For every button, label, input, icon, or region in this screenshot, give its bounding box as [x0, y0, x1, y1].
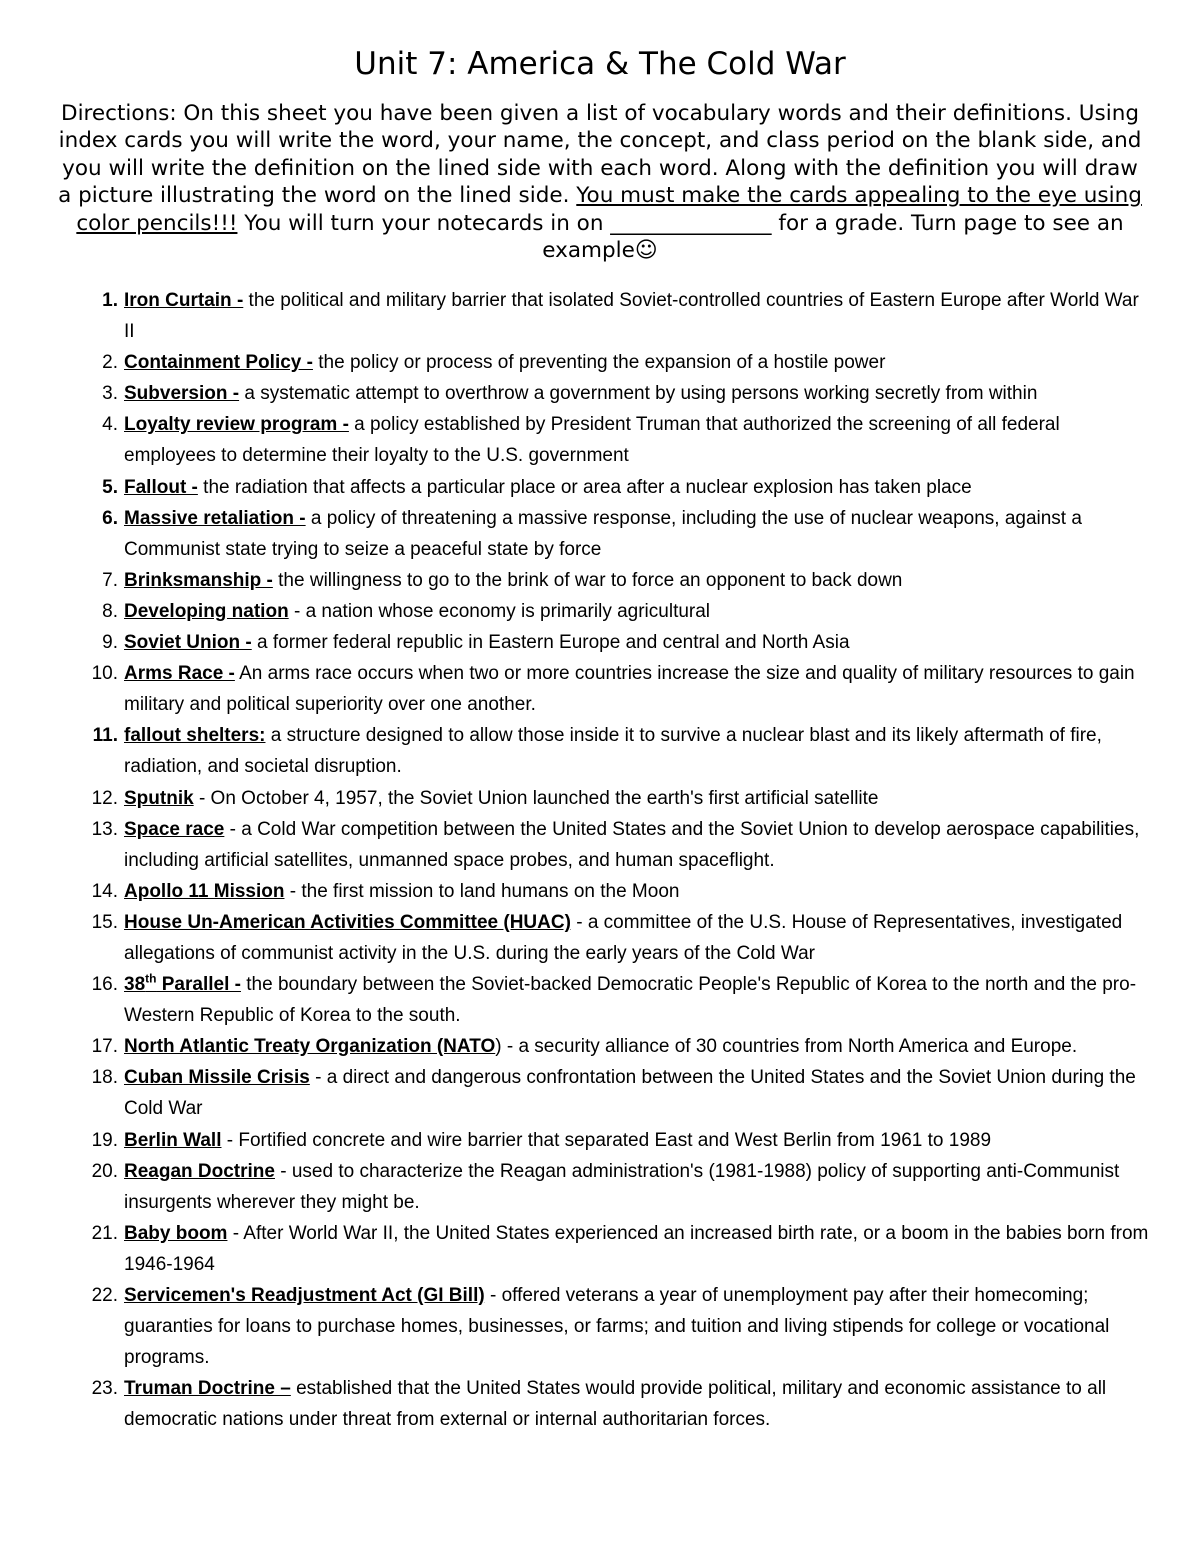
vocab-term — [124, 1285, 485, 1306]
vocab-item — [0, 565, 1200, 596]
directions-text: Directions: On this sheet you have been given a list of vocabulary words and their definitions. Using index cards you will write the word, your name, the concept, and class period on the blank side, and you will write the definition on the lined side with each word. Along with the definition you will draw a picture illustrating the word on the lined side. — [58, 101, 1142, 209]
vocab-term — [124, 352, 313, 373]
vocab-definition: established that the United States would provide political, military and economic assistance to all democratic nations under threat from external or internal authoritarian forces. — [124, 1378, 1107, 1431]
vocab-number: 6. — [102, 507, 118, 529]
vocab-definition: the willingness to go to the brink of war to force an opponent to back down — [272, 569, 903, 591]
vocab-term — [124, 971, 241, 996]
vocab-item — [0, 720, 1200, 782]
vocab-item — [0, 1062, 1200, 1124]
vocab-term — [124, 881, 284, 902]
vocab-item — [0, 658, 1200, 720]
vocab-number: 22. — [91, 1285, 118, 1306]
vocab-term — [124, 1130, 221, 1151]
vocab-number: 21. — [91, 1222, 118, 1244]
vocab-term — [124, 570, 273, 591]
vocab-term-text: Apollo 11 Mission — [124, 880, 285, 902]
vocab-term-text: Baby boom — [124, 1222, 228, 1244]
vocab-definition: An arms race occurs when two or more countries increase the size and quality of military resources to gain military and political superiority over one another. — [124, 663, 1135, 716]
vocab-number: 13. — [91, 818, 118, 840]
vocab-term — [124, 819, 224, 840]
vocab-term — [124, 414, 349, 435]
vocab-number: 23. — [91, 1378, 118, 1400]
vocab-definition: - Fortified concrete and wire barrier that separated East and West Berlin from 1961 to 1989 — [221, 1129, 992, 1151]
vocab-definition: - After World War II, the United States experienced an increased birth rate, or a boom in the babies born from 1946-1964 — [124, 1222, 1149, 1275]
smiley-icon: ☺ — [634, 238, 658, 264]
vocab-definition: - used to characterize the Reagan administration's (1981-1988) policy of supporting anti-Communist insurgents wherever they might be. — [124, 1160, 1120, 1213]
vocab-item — [0, 596, 1200, 627]
vocab-number: 14. — [91, 880, 118, 902]
vocab-term-text: Sputnik — [124, 787, 194, 809]
vocab-item — [0, 1031, 1200, 1062]
vocab-term-text: Space race — [124, 818, 225, 840]
vocab-term — [124, 725, 265, 746]
vocab-definition: a systematic attempt to overthrow a government by using persons working secretly from within — [239, 383, 1038, 405]
vocab-number: 17. — [91, 1036, 118, 1058]
vocab-number: 5. — [102, 476, 118, 498]
vocab-term-text-rest: Parallel - — [156, 974, 241, 996]
page-title: Unit 7: America & The Cold War — [354, 46, 846, 82]
vocab-term-text: Iron Curtain - — [124, 290, 244, 311]
vocab-definition: - offered veterans a year of unemployment pay after their homecoming; guaranties for loans to purchase homes, businesses, or farms; and tuition and living stipends for college or vocational programs. — [124, 1285, 1110, 1369]
vocab-term-text: Servicemen's Readjustment Act (GI Bill) — [124, 1285, 485, 1306]
vocab-number: 2. — [102, 352, 118, 374]
vocab-item — [0, 1373, 1200, 1435]
vocab-definition: - a committee of the U.S. House of Representatives, investigated allegations of communist activity in the U.S. during the early years of the Cold War — [124, 911, 1123, 964]
vocab-term — [124, 1161, 275, 1182]
vocab-item — [0, 409, 1200, 471]
vocab-term — [124, 383, 239, 404]
vocab-term — [124, 508, 306, 529]
vocab-term-text: Soviet Union - — [124, 632, 252, 654]
vocab-item — [0, 1280, 1200, 1373]
vocab-definition: the boundary between the Soviet-backed Democratic People's Republic of Korea to the north and the pro-Western Republic of Korea to the south. — [124, 974, 1137, 1027]
vocab-term — [124, 1067, 310, 1088]
vocab-term-text: fallout shelters: — [124, 725, 266, 747]
vocab-item — [0, 285, 1200, 347]
vocab-item — [0, 1156, 1200, 1218]
vocab-definition: - On October 4, 1957, the Soviet Union launched the earth's first artificial satellite — [193, 787, 879, 809]
vocab-term-text: Cuban Missile Crisis — [124, 1067, 310, 1089]
vocab-term — [124, 1036, 495, 1057]
vocab-number: 19. — [91, 1129, 118, 1151]
vocab-term-text: Arms Race - — [124, 663, 235, 685]
vocab-number: 10. — [91, 663, 118, 685]
vocab-number: 16. — [91, 974, 118, 996]
vocab-definition: the policy or process of preventing the expansion of a hostile power — [312, 352, 886, 374]
vocab-term — [124, 663, 235, 684]
vocab-term-text: Subversion - — [124, 383, 240, 405]
vocab-item — [0, 378, 1200, 409]
vocab-item — [0, 969, 1200, 1031]
vocab-term-text: Loyalty review program - — [124, 414, 349, 436]
vocab-number: 7. — [102, 569, 118, 591]
directions-paragraph — [58, 100, 1142, 264]
vocab-number: 11. — [92, 725, 118, 747]
vocab-item — [0, 347, 1200, 378]
vocab-term-text: Developing nation — [124, 600, 289, 622]
vocab-term-superscript: th — [145, 971, 157, 986]
vocab-item — [0, 472, 1200, 503]
vocab-number: 3. — [102, 383, 118, 405]
vocab-definition: - a Cold War competition between the United States and the Soviet Union to develop aerospace capabilities, including artificial satellites, unmanned space probes, and human spaceflight. — [124, 818, 1140, 871]
vocab-number: 4. — [102, 414, 118, 436]
vocab-term-text: Berlin Wall — [124, 1129, 222, 1151]
vocab-term — [124, 912, 571, 933]
vocab-definition: ) - a security alliance of 30 countries from North America and Europe. — [495, 1036, 1078, 1058]
vocab-number: 8. — [102, 600, 118, 622]
vocab-item — [0, 1218, 1200, 1280]
vocab-definition: - a direct and dangerous confrontation between the United States and the Soviet Union during the Cold War — [124, 1067, 1136, 1120]
vocab-definition: a former federal republic in Eastern Europe and central and North Asia — [251, 632, 850, 654]
vocab-term-text: Massive retaliation - — [124, 507, 306, 529]
vocab-number: 18. — [91, 1067, 118, 1089]
vocab-definition: the political and military barrier that isolated Soviet-controlled countries of Eastern Europe after World War II — [124, 290, 1139, 343]
vocabulary-list — [0, 285, 1200, 1435]
vocab-term — [124, 632, 252, 653]
vocab-term-text: Truman Doctrine – — [124, 1378, 291, 1400]
directions-underlined-text: You must make the cards appealing to the eye using color pencils!!! — [76, 183, 1142, 236]
vocab-item — [0, 1125, 1200, 1156]
vocab-number: 12. — [91, 787, 118, 809]
vocab-term — [124, 601, 289, 622]
vocab-term — [124, 788, 194, 809]
vocab-number: 15. — [91, 911, 118, 933]
vocab-item — [0, 907, 1200, 969]
vocab-term — [124, 290, 243, 311]
vocab-term-text: Containment Policy - — [124, 352, 313, 374]
vocab-definition: a policy of threatening a massive response, including the use of nuclear weapons, against a Communist state trying to seize a peaceful state by force — [124, 507, 1082, 560]
vocab-item — [0, 876, 1200, 907]
vocab-item — [0, 814, 1200, 876]
vocab-term-text: 38 — [124, 974, 146, 996]
vocab-item — [0, 503, 1200, 565]
vocab-number: 1. — [102, 290, 118, 311]
vocab-definition: the radiation that affects a particular place or area after a nuclear explosion has taken place — [197, 476, 972, 498]
vocab-term — [124, 1378, 291, 1399]
directions-text-end: You will turn your notecards in on _______________ for a grade. Turn page to see an example — [237, 210, 1124, 264]
vocab-term — [124, 1223, 227, 1244]
vocab-number: 9. — [102, 632, 118, 654]
vocab-term-text: Reagan Doctrine — [124, 1160, 275, 1182]
vocab-definition: - the first mission to land humans on the Moon — [284, 880, 680, 902]
vocab-definition: - a nation whose economy is primarily agricultural — [288, 600, 711, 622]
vocab-term-text: Fallout - — [124, 476, 198, 498]
vocab-item — [0, 627, 1200, 658]
vocab-term-text: North Atlantic Treaty Organization (NATO — [124, 1036, 496, 1058]
vocab-item — [0, 783, 1200, 814]
vocab-term-text: House Un-American Activities Committee (HUAC) — [124, 911, 571, 933]
vocab-number: 20. — [91, 1160, 118, 1182]
vocab-definition: a policy established by President Truman that authorized the screening of all federal employees to determine their loyalty to the U.S. government — [124, 414, 1060, 467]
vocab-definition: a structure designed to allow those inside it to survive a nuclear blast and its likely aftermath of fire, radiation, and societal disruption. — [124, 725, 1102, 778]
vocab-term-text: Brinksmanship - — [124, 569, 273, 591]
vocab-term — [124, 477, 198, 498]
